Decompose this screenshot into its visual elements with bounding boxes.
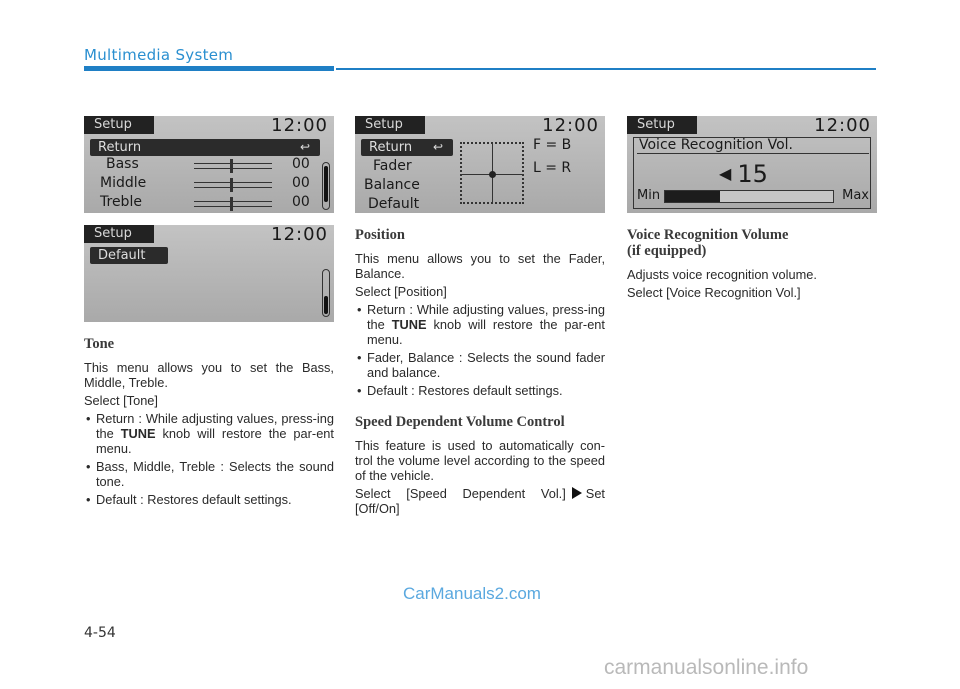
tone-select: Select [Tone] bbox=[84, 393, 158, 408]
right-triangle-icon bbox=[572, 487, 582, 499]
voice-title-rule bbox=[637, 153, 869, 154]
voice-select: Select [Voice Recognition Vol.] bbox=[627, 285, 801, 300]
voice-title: Voice Recognition Volume (if equipped) bbox=[627, 227, 789, 259]
screen-return-label: Return bbox=[98, 140, 142, 155]
tone-row-label: Bass bbox=[106, 156, 139, 172]
list-item: • Default : Restores default settings. bbox=[84, 492, 334, 507]
tone-row-bass bbox=[106, 156, 139, 172]
watermark-link[interactable]: CarManuals2.com bbox=[403, 584, 541, 603]
screen-default-row bbox=[90, 247, 168, 264]
treble-value: 00 bbox=[292, 194, 310, 210]
watermark-footer: carmanualsonline.info bbox=[604, 656, 809, 679]
return-arrow-icon: ↩ bbox=[432, 140, 443, 154]
list-item: • Fader, Balance : Selects the sound fader and balance. bbox=[355, 350, 605, 380]
screen-return-row bbox=[90, 139, 320, 156]
position-marker bbox=[489, 171, 496, 178]
position-row-default: Default bbox=[368, 196, 420, 212]
screen-return-label: Return bbox=[369, 140, 413, 155]
screen-clock: 12:00 bbox=[814, 116, 871, 136]
screen-clock: 12:00 bbox=[271, 225, 328, 245]
tone-row-middle bbox=[100, 175, 146, 191]
screen-tab-setup: Setup bbox=[84, 225, 154, 243]
list-item: • Return : While adjusting values, press-ing the TUNE knob will restore the par-ent menu. bbox=[355, 302, 605, 347]
voice-intro: Adjusts voice recognition volume. bbox=[627, 267, 817, 282]
screen-default-label: Default bbox=[98, 248, 146, 263]
list-item: • Default : Restores default settings. bbox=[355, 383, 605, 398]
section-header-title: Multimedia System bbox=[84, 46, 234, 64]
speed-select: Select [Speed Dependent Vol.] Set [Off/On] bbox=[355, 486, 605, 516]
scrollbar bbox=[322, 162, 330, 210]
return-arrow-icon: ↩ bbox=[299, 140, 310, 154]
voice-max-label: Max bbox=[842, 188, 869, 203]
screen-clock: 12:00 bbox=[271, 116, 328, 136]
fader-readout: F = B bbox=[533, 137, 572, 153]
screen-clock: 12:00 bbox=[542, 116, 599, 136]
default-screen bbox=[84, 225, 334, 322]
middle-slider bbox=[194, 182, 272, 188]
voice-volume-title: Voice Recognition Vol. bbox=[639, 137, 793, 153]
voice-volume-bar bbox=[664, 190, 834, 203]
speed-title: Speed Dependent Volume Control bbox=[355, 414, 565, 430]
column-position bbox=[355, 116, 605, 519]
tone-screen bbox=[84, 116, 334, 213]
header-rule-thin bbox=[336, 68, 876, 70]
voice-volume-value: ◀ 15 bbox=[719, 160, 768, 188]
position-screen bbox=[355, 116, 605, 213]
list-item: • Bass, Middle, Treble : Selects the sound tone. bbox=[84, 459, 334, 489]
bass-slider bbox=[194, 163, 272, 169]
position-select: Select [Position] bbox=[355, 284, 447, 299]
tone-row-label: Middle bbox=[100, 175, 147, 191]
voice-screen bbox=[627, 116, 877, 213]
position-intro: This menu allows you to set the Fader, Balance. bbox=[355, 251, 605, 281]
header-rule-thick bbox=[84, 66, 334, 71]
speaker-icon: ◀ bbox=[719, 164, 732, 183]
tone-intro: This menu allows you to set the Bass, Middle, Treble. bbox=[84, 360, 334, 390]
treble-slider bbox=[194, 201, 272, 207]
position-row-fader: Fader bbox=[373, 158, 412, 174]
bass-value: 00 bbox=[292, 156, 310, 172]
column-tone bbox=[84, 116, 334, 510]
screen-tab-setup: Setup bbox=[627, 116, 697, 134]
tone-title: Tone bbox=[84, 336, 115, 352]
tone-row-treble bbox=[100, 194, 142, 210]
screen-return-row bbox=[361, 139, 453, 156]
tone-row-label: Treble bbox=[100, 194, 142, 210]
list-item: • Return : While adjusting values, press-ing the TUNE knob will restore the par-ent menu. bbox=[84, 411, 334, 456]
balance-readout: L = R bbox=[533, 160, 572, 176]
screen-tab-setup: Setup bbox=[355, 116, 425, 134]
position-row-balance: Balance bbox=[364, 177, 420, 193]
scrollbar bbox=[322, 269, 330, 317]
voice-volume-fill bbox=[665, 191, 720, 202]
page-number: 4-54 bbox=[84, 625, 116, 641]
position-bullets bbox=[355, 302, 605, 398]
speed-intro: This feature is used to automatically con-trol the volume level according to the speed of the vehicle. bbox=[355, 438, 605, 483]
position-title: Position bbox=[355, 227, 405, 243]
screen-tab-setup: Setup bbox=[84, 116, 154, 134]
middle-value: 00 bbox=[292, 175, 310, 191]
voice-min-label: Min bbox=[637, 188, 661, 203]
column-voice bbox=[627, 116, 877, 303]
fader-balance-grid bbox=[460, 142, 524, 204]
tone-bullets bbox=[84, 411, 334, 507]
